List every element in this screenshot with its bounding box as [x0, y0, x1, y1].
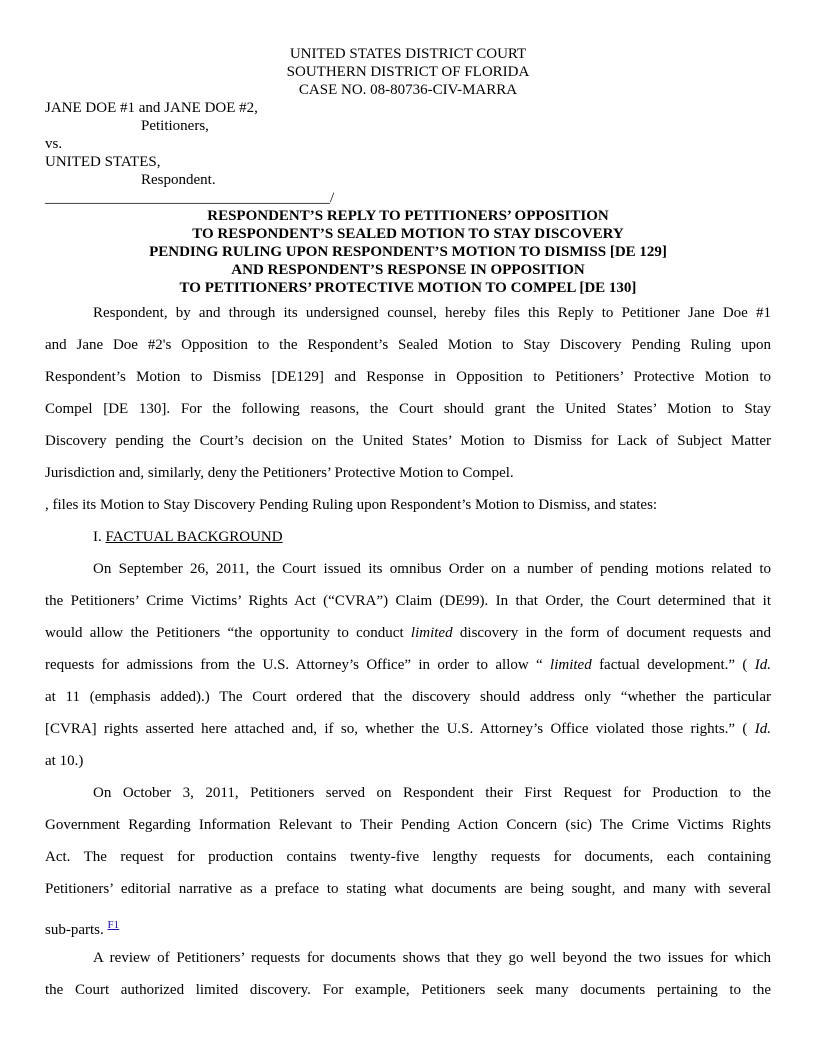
para1-line: at 11 (emphasis added).) The Court ordered that the discovery should address only “whether the particular: [45, 689, 771, 705]
section-title: FACTUAL BACKGROUND: [105, 529, 283, 545]
title-line-4: AND RESPONDENT’S RESPONSE IN OPPOSITION: [231, 262, 585, 278]
title-line-1: RESPONDENT’S REPLY TO PETITIONERS’ OPPOSITION: [207, 208, 609, 224]
respondent-label: Respondent.: [141, 172, 216, 188]
para1-line: would allow the Petitioners “the opportunity to conduct limited discovery in the form of document requests and: [45, 625, 771, 641]
title-line-5: TO PETITIONERS’ PROTECTIVE MOTION TO COMPEL [DE 130]: [179, 280, 637, 296]
intro-line: Respondent, by and through its undersigned counsel, hereby files this Reply to Petitioner Jane Doe #1: [93, 305, 771, 321]
para1-line: at 10.): [45, 753, 84, 769]
para2-line: Petitioners’ editorial narrative as a preface to stating what documents are being sought, and many with several: [45, 881, 771, 897]
court-district: SOUTHERN DISTRICT OF FLORIDA: [286, 64, 530, 80]
section-number: I.: [93, 529, 102, 545]
para2-line: sub-parts. $^{F1}$: [45, 919, 120, 938]
petitioners-label: Petitioners,: [141, 118, 209, 134]
case-number: CASE NO. 08-80736-CIV-MARRA: [298, 82, 518, 98]
para2-line: Act. The request for production contains twenty-five lengthy requests for documents, each containing: [45, 849, 771, 865]
para1-line: the Petitioners’ Crime Victims’ Rights Act (“CVRA”) Claim (DE99). In that Order, the Court determined that it: [45, 593, 771, 609]
para1-line: requests for admissions from the U.S. Attorney’s Office” in order to allow “ limited factual development.” ( Id.: [45, 657, 772, 673]
petitioners-party: JANE DOE #1 and JANE DOE #2,: [45, 100, 258, 116]
para1-line: [CVRA] rights asserted here attached and, if so, whether the U.S. Attorney’s Office violated those rights.” ( Id.: [45, 721, 771, 737]
title-line-3: PENDING RULING UPON RESPONDENT’S MOTION TO DISMISS [DE 129]: [149, 244, 667, 260]
para3-line: the Court authorized limited discovery. For example, Petitioners seek many documents pertaining to the: [45, 982, 771, 998]
versus: vs.: [45, 136, 63, 152]
intro-line: Respondent’s Motion to Dismiss [DE129] and Response in Opposition to Petitioners’ Protective Motion to: [45, 369, 771, 385]
para3-line: A review of Petitioners’ requests for documents shows that they go well beyond the two issues for which: [93, 950, 771, 966]
fragment-line: , files its Motion to Stay Discovery Pending Ruling upon Respondent’s Motion to Dismiss, and states:: [45, 497, 658, 513]
caption-rule: ______________________________________/: [45, 190, 335, 206]
title-line-2: TO RESPONDENT’S SEALED MOTION TO STAY DISCOVERY: [192, 226, 624, 242]
para2-line: On October 3, 2011, Petitioners served on Respondent their First Request for Production to the: [93, 785, 771, 801]
respondent-party: UNITED STATES,: [45, 154, 161, 170]
intro-line: Jurisdiction and, similarly, deny the Petitioners’ Protective Motion to Compel.: [45, 465, 514, 481]
para1-line: On September 26, 2011, the Court issued its omnibus Order on a number of pending motions related to: [93, 561, 771, 577]
para2-line: Government Regarding Information Relevant to Their Pending Action Concern (sic) The Crime Victims Rights: [45, 817, 771, 833]
intro-line: Discovery pending the Court’s decision on the United States’ Motion to Dismiss for Lack of Subject Matter: [45, 433, 771, 449]
section-heading: [93, 528, 283, 546]
court-name: UNITED STATES DISTRICT COURT: [289, 46, 527, 62]
intro-line: Compel [DE 130]. For the following reasons, the Court should grant the United States’ Motion to Stay: [45, 401, 771, 417]
footnote-link[interactable]: F1: [107, 919, 120, 931]
intro-line: and Jane Doe #2's Opposition to the Respondent’s Sealed Motion to Stay Discovery Pending Ruling upon: [45, 337, 771, 353]
